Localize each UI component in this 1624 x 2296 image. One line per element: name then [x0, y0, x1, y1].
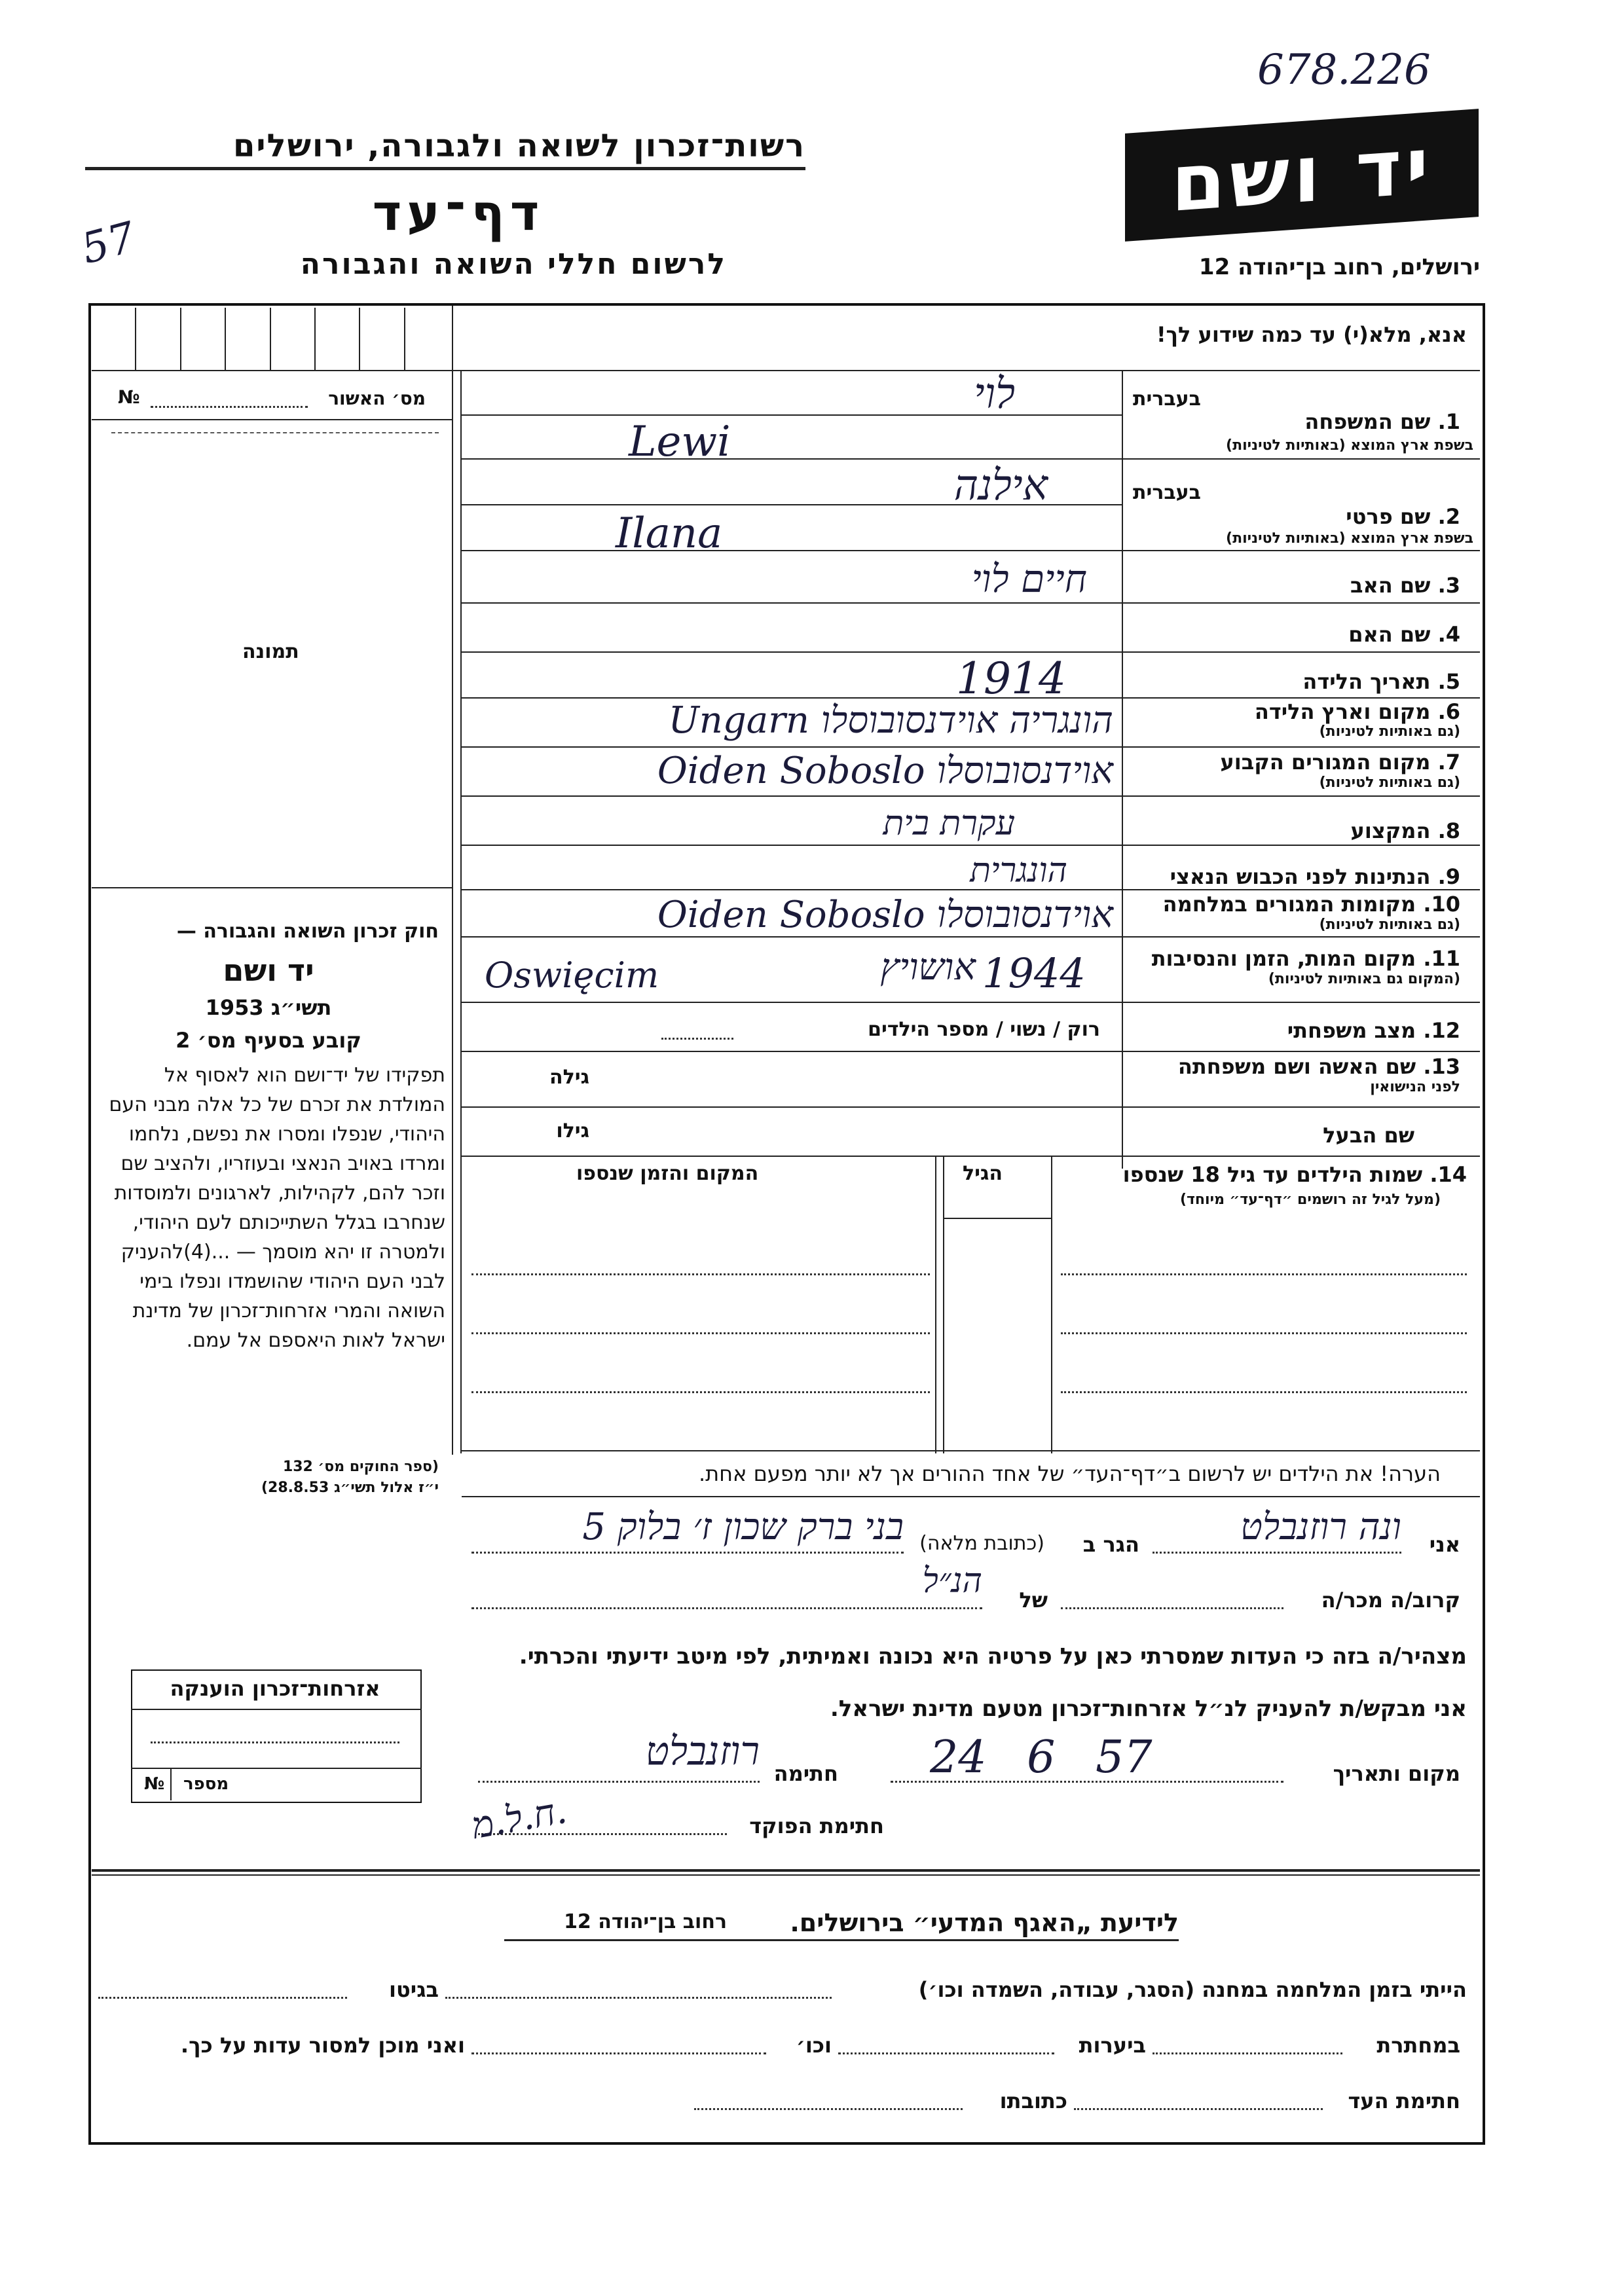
decl-relation[interactable]: הנ״ל	[922, 1561, 982, 1601]
decl-relation-label: קרוב/ה מכר/ה	[1321, 1588, 1460, 1613]
law-section: קובע בסעיף מס׳ 2	[175, 1028, 361, 1053]
approval-number-label: מס׳ האשור	[328, 388, 426, 409]
form-instruction: אנא, מלא(י) עד כמה שידוע לך!	[1156, 322, 1467, 347]
decl-address-label: (כתובת מלאה)	[919, 1532, 1044, 1555]
value-birth-date[interactable]: 1914	[956, 653, 1066, 704]
value-given-latin[interactable]: Ilana	[616, 509, 723, 558]
value-death-place[interactable]: אושויץ	[880, 946, 976, 989]
value-profession[interactable]: עקרת בית	[883, 804, 1015, 843]
office-boxes	[92, 308, 449, 370]
label-husband-age: גילו	[556, 1120, 589, 1142]
label-birth-place-sub: (גם באותיות לטיניות)	[1319, 723, 1460, 740]
label-residence-sub: (גם באותיות לטיניות)	[1319, 774, 1460, 791]
yad-vashem-logo: יד ושם	[1125, 109, 1479, 242]
latin-tag-1: בשפת ארץ המוצא (באותיות לטיניות)	[1226, 437, 1473, 454]
label-death: 11. מקום המות, הזמן והנסיבות	[1151, 946, 1460, 971]
citizenship-title: אזרחות־זכרון הוענקה	[170, 1676, 380, 1701]
value-residence[interactable]: אוידנסובוסלו Oiden Soboslo	[657, 750, 1113, 792]
label-father: 3. שם האב	[1350, 573, 1460, 598]
decl-ani: אני	[1429, 1532, 1460, 1557]
children-note: הערה! את הילדים יש לרשום ב״דף־העד״ של אחד ההורים אך לא יותר מפעם אחת.	[698, 1461, 1441, 1486]
label-given-name: 2. שם פרטי	[1346, 504, 1460, 529]
label-wartime-residence-sub: (גם באותיות לטיניות)	[1319, 917, 1460, 933]
value-father[interactable]: חיים לוי	[971, 556, 1087, 601]
label-death-sub: (המקום גם באותיות לטיניות)	[1268, 971, 1460, 987]
law-source-date: י״ז אלול תשי״ג 28.8.53)	[261, 1480, 439, 1496]
footer-witness-addr: כתובתו	[999, 2088, 1067, 2113]
footer-etc: וכו׳	[796, 2033, 832, 2058]
archive-number: 678.226	[1257, 46, 1431, 94]
decl-place-date-label: מקום ותאריך	[1333, 1761, 1460, 1786]
footer-underground: במחתרת	[1376, 2033, 1460, 2058]
label-mother: 4. שם האם	[1348, 622, 1460, 647]
value-surname-hebrew[interactable]: לוי	[973, 370, 1015, 418]
margin-number: 57	[76, 213, 141, 274]
value-given-hebrew[interactable]: אילנה	[953, 462, 1048, 510]
photo-label: תמונה	[242, 640, 299, 663]
decl-signature-label: חתימה	[773, 1761, 838, 1786]
citizenship-no-sign: №	[144, 1774, 165, 1794]
value-death-year[interactable]: 1944	[982, 949, 1086, 997]
latin-tag-2: בשפת ארץ המוצא (באותיות לטיניות)	[1226, 530, 1473, 547]
decl-resides: הגר ב	[1082, 1532, 1139, 1557]
decl-date[interactable]: 24 6 57	[930, 1732, 1153, 1783]
label-profession: 8. המקצוע	[1350, 818, 1460, 843]
form-subtitle: לרשום חללי השואה והגבורה	[300, 247, 727, 281]
officer-signature[interactable]: ח.ל.מ.	[468, 1789, 570, 1848]
footer-ready: ואני מוכן למסור עדות על כך.	[180, 2033, 465, 2058]
footer-forests: ביערות	[1079, 2033, 1146, 2058]
hebrew-tag-2: בעברית	[1133, 481, 1201, 504]
footer-address: רחוב בן־יהודה 12	[564, 1910, 727, 1933]
label-wife-name: 13. שם האשה ושם משפחתה	[1177, 1054, 1460, 1079]
label-wife-name-sub: לפני הנישואין	[1370, 1079, 1460, 1095]
footer-line1: הייתי בזמן המלחמה במחנה (הסגר, עבודה, השמדה וכו׳)	[918, 1977, 1467, 2002]
hebrew-tag-1: בעברית	[1133, 388, 1201, 410]
label-wartime-residence: 10. מקומות המגורים במלחמה	[1162, 892, 1460, 917]
column-age: הגיל	[963, 1162, 1003, 1185]
label-surname: 1. שם המשפחה	[1304, 409, 1460, 434]
value-death-place-latin[interactable]: Oswięcim	[485, 955, 659, 996]
marital-options: רוק / נשוי / מספר הילדים	[868, 1018, 1100, 1041]
label-wife-age: גילה	[549, 1066, 589, 1089]
decl-of: של	[1019, 1588, 1048, 1613]
header-address: ירושלים, רחוב בן־יהודה 12	[1198, 254, 1480, 280]
decl-signature[interactable]: רוזנבלט	[645, 1728, 760, 1774]
footer-witness-sig: חתימת העד	[1348, 2088, 1460, 2113]
law-title: חוק זכרון השואה והגבורה —	[176, 920, 439, 943]
label-marital-status: 12. מצב משפחתי	[1287, 1018, 1460, 1043]
law-text: תפקידו של יד־ושם הוא לאסוף אל המולדת את זכרם של כל אלה מבני העם היהודי, שנפלו ומסרו את נפשם, נלחמו ומרדו באויב הנאצי ובעוזריו, ולהציב שם וזכר להם, לקהילות, לארגונים ולמוסדות שנחרבו בגלל השתייכותם לעם היהודי, ולמטרה זו יהא מוסמך — ...(4)להעניק לבני העם היהודי שהושמדו ונפלו בימי השואה והמרי אזרחות־זכרון של מדינת ישראל לאות היאספם אל עמם.	[109, 1064, 445, 1352]
label-birth-place: 6. מקום וארץ הלידה	[1254, 699, 1460, 724]
label-husband: שם הבעל	[1323, 1123, 1414, 1148]
citizenship-number-label: מספר	[183, 1774, 229, 1794]
value-wartime[interactable]: אוידנסובוסלו Oiden Soboslo	[657, 894, 1113, 936]
decl-request: אני מבקש/ת להעניק לנ״ל אזרחות־זכרון מטעם מדינת ישראל.	[830, 1696, 1467, 1722]
decl-statement: מצהיר/ה בזה כי העדות שמסרתי כאן על פרטיה היא נכונה ואמיתית, לפי מיטב ידיעתי והכרתי.	[519, 1643, 1467, 1669]
column-place-time: המקום והזמן שנספו	[576, 1162, 759, 1185]
value-nationality[interactable]: הונגרית	[970, 851, 1067, 890]
decl-address[interactable]: בני ברק שכון ז׳ בלוק 5	[582, 1506, 904, 1548]
authority-name: רשות־זכרון לשואה ולגבורה, ירושלים	[232, 128, 805, 164]
label-nationality: 9. הנתינות לפני הכבוש הנאצי	[1170, 864, 1460, 889]
label-children-sub: (מעל לגיל זה רושמים ״דף־עד״ מיוחד)	[1179, 1192, 1441, 1208]
label-residence: 7. מקום המגורים הקבוע	[1220, 750, 1460, 774]
law-year: תשי״ג 1953	[205, 995, 332, 1020]
law-org: יד ושם	[223, 953, 314, 988]
approval-number-sign: №	[118, 386, 140, 408]
footer-title: לידיעת „האגף המדעי״ בירושלים.	[790, 1908, 1179, 1937]
label-children: 14. שמות הילדים עד גיל 18 שנספו	[1122, 1162, 1467, 1187]
footer-ghetto: בגיטו	[389, 1977, 439, 2002]
value-birth-place[interactable]: הונגריה אוידנסובוסלו Ungarn	[668, 699, 1113, 742]
officer-label: חתימת הפוקד	[749, 1813, 884, 1838]
value-surname-latin[interactable]: Lewi	[629, 418, 731, 466]
label-birth-date: 5. תאריך הלידה	[1302, 669, 1460, 694]
law-source: (ספר החוקים מס׳ 132	[282, 1459, 439, 1475]
decl-name[interactable]: ונה רוזנבלט	[1240, 1506, 1401, 1548]
form-title: דף־עד	[372, 183, 545, 242]
